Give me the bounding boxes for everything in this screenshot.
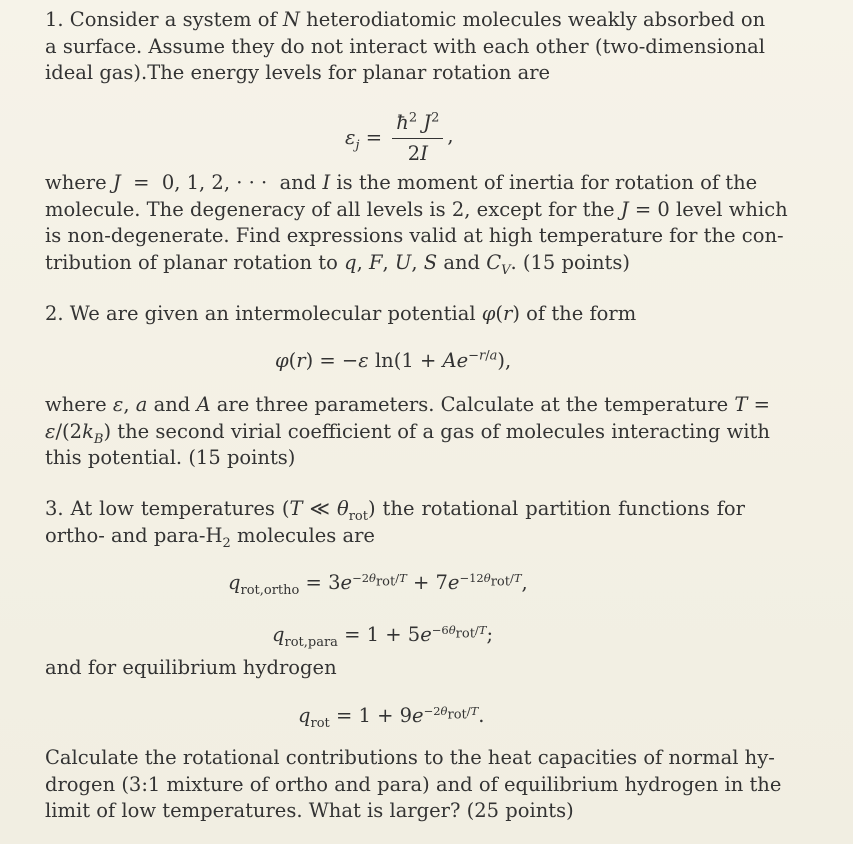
problem-1-line-3: ideal gas).The energy levels for planar rotation are — [45, 61, 551, 84]
problem-3-line-3: and for equilibrium hydrogen — [45, 656, 337, 679]
problem-3-equation-para: $q_{rot,para} = 1 + 5e^{-6\theta_{rot}/T}$; — [272, 622, 494, 650]
problem-2-line-4: this potential. (15 points) — [45, 446, 296, 469]
problem-1-line-7: tribution of planar rotation to q, F, U, S and $C_V$. (15 points) — [45, 250, 631, 278]
problem-3-line-2: ortho- and para-$H_2$ molecules are — [45, 523, 375, 551]
problem-1-line-6: is non-degenerate. Find expressions valid at high temperature for the con- — [45, 224, 784, 247]
problem-1-line-5: molecule. The degeneracy of all levels is 2, except for the J = 0 level which — [45, 197, 788, 221]
problem-2-body — [45, 392, 770, 472]
problem-3-equation-equilibrium: $q_{rot} = 1 + 9e^{-2\theta_{rot}/T}$. — [298, 703, 485, 731]
problem-1-line-4: where J = 0, 1, 2, · · · and I is the moment of inertia for rotation of the — [45, 171, 758, 194]
problem-2-line-2: where ε, a and A are three parameters. Calculate at the temperature T = — [45, 393, 770, 416]
problem-2-intro — [45, 301, 745, 328]
problem-3-equation-ortho: $q_{rot,ortho} = 3e^{-2\theta_{rot}/T} + 7e^{-12\theta_{rot}/T}$, — [228, 570, 528, 598]
problem-3-line-5: drogen (3:1 mixture of ortho and para) and of equilibrium hydrogen in the — [45, 772, 782, 796]
problem-2-line-1: 2. We are given an intermolecular potential φ(r) of the form — [45, 302, 637, 325]
problem-1-line-2: a surface. Assume they do not interact with each other (two-dimensional — [45, 34, 766, 58]
problem-3-intro — [45, 496, 745, 549]
problem-2-equation: φ(r) = −ε $\ln(1 + Ae^{-r/a})$, — [275, 348, 512, 372]
problem-3-line-6: limit of low temperatures. What is larger? (25 points) — [45, 799, 574, 822]
problem-2-line-3: $\varepsilon/(2k_B)$ the second virial coefficient of a gas of molecules interacting with — [45, 419, 770, 447]
energy-fraction: $\frac{ħ^2 J^2}{2I}$ — [392, 110, 443, 167]
problem-3-body — [45, 745, 782, 825]
problem-1-equation: $\varepsilon_j$ = $\frac{ħ^2 J^2}{2I}$ , — [345, 110, 454, 165]
problem-3-line-4: Calculate the rotational contributions to the heat capacities of normal hy- — [45, 746, 775, 769]
problem-1-body — [45, 170, 788, 278]
problem-1-line-1: 1. Consider a system of N heterodiatomic molecules weakly absorbed on — [45, 8, 766, 31]
problem-1-intro — [45, 7, 766, 87]
problem-3-middle — [45, 655, 745, 682]
problem-3-line-1: 3. At low temperatures (T ≪ $\theta_{rot}$) the rotational partition functions for — [45, 497, 745, 524]
